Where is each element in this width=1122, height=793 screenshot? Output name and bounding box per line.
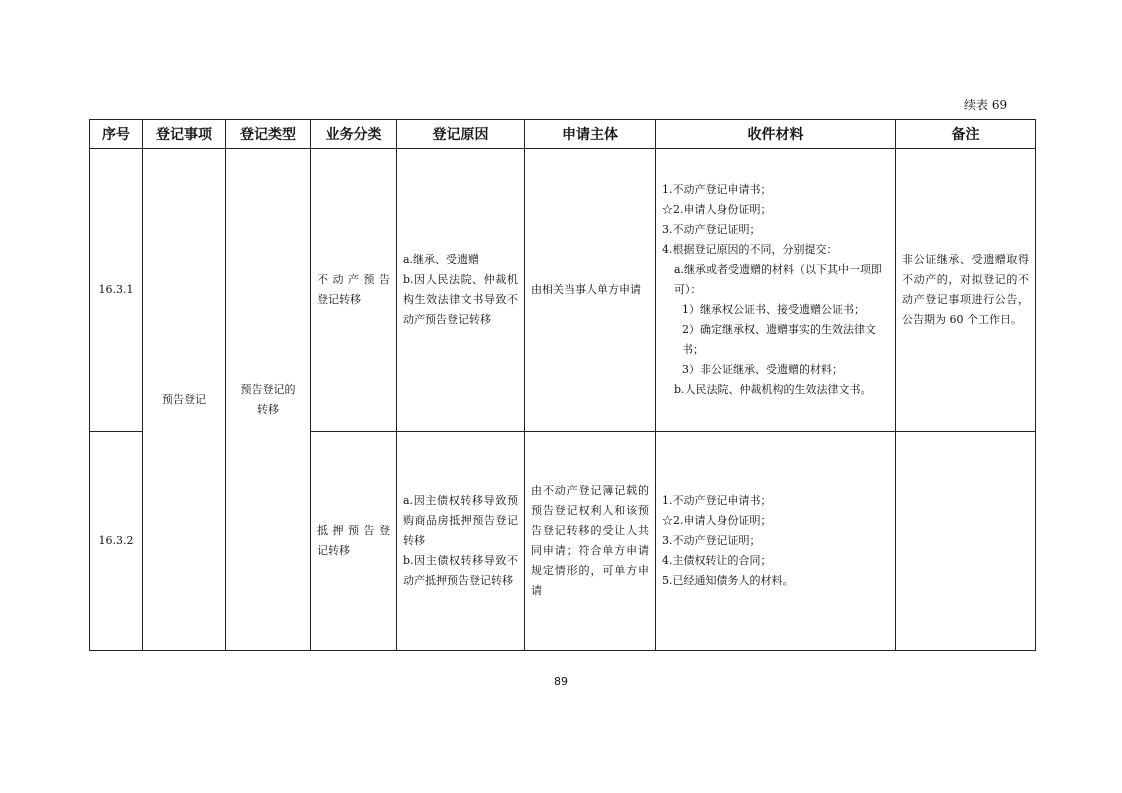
- registration-item: 预告登记: [162, 392, 206, 406]
- registration-type-line1: 预告登记的: [240, 382, 296, 396]
- column-header-applicant: 申请主体: [525, 120, 656, 149]
- materials-cell: [656, 149, 896, 432]
- material-item: a.继承或者受遗赠的材料（以下其中一项即可）：: [674, 263, 883, 296]
- material-item: 5.已经通知债务人的材料。: [662, 574, 794, 587]
- applicant-cell: [525, 432, 656, 651]
- registration-item-cell: [143, 149, 226, 651]
- note-cell: [896, 432, 1036, 651]
- material-item: 3.不动产登记证明；: [662, 223, 761, 236]
- note-text: 非公证继承、受遗赠取得不动产的，对拟登记的不动产登记事项进行公告，公告期为 60 个工作日。: [902, 253, 1029, 326]
- registration-type-line2: 转移: [257, 402, 279, 416]
- material-item: 2）确定继承权、遗赠事实的生效法律文书；: [682, 323, 876, 356]
- registration-reason-cell: [397, 149, 525, 432]
- business-category-line1: 抵押预告登: [317, 524, 390, 537]
- business-category-line2: 登记转移: [317, 293, 361, 306]
- registration-type-cell: [226, 149, 311, 651]
- business-category-cell: [311, 432, 397, 651]
- page-number: 89: [554, 675, 568, 688]
- column-header-note: 备注: [896, 120, 1036, 149]
- reason-item: b.因人民法院、仲裁机构生效法律文书导致不动产预告登记转移: [403, 273, 518, 326]
- continued-table-label: 续表 69: [964, 98, 1008, 112]
- column-header-type: 登记类型: [226, 120, 311, 149]
- business-category-cell: [311, 149, 397, 432]
- material-item: 4.根据登记原因的不同，分别提交：: [662, 243, 838, 256]
- row-number: 16.3.1: [90, 149, 143, 432]
- column-header-no: 序号: [90, 120, 143, 149]
- materials-cell: [656, 432, 896, 651]
- table-header-row: [90, 120, 1036, 149]
- table-row: [90, 149, 1036, 432]
- material-item: 1.不动产登记申请书；: [662, 494, 772, 507]
- material-item: 1）继承权公证书、接受遗赠公证书；: [682, 303, 865, 316]
- column-header-item: 登记事项: [143, 120, 226, 149]
- material-item: ☆2.申请人身份证明；: [662, 514, 772, 527]
- material-item: 3.不动产登记证明；: [662, 534, 761, 547]
- applicant-text: 由不动产登记簿记载的预告登记权利人和该预告登记转移的受让人共同申请；符合单方申请规定情形的，可单方申请: [531, 484, 649, 597]
- note-cell: [896, 149, 1036, 432]
- business-category-line2: 记转移: [317, 544, 350, 557]
- reason-item: b.因主债权转移导致不动产抵押预告登记转移: [403, 554, 518, 587]
- registration-reason-cell: [397, 432, 525, 651]
- applicant-cell: [525, 149, 656, 432]
- business-category-line1: 不动产预告: [317, 273, 390, 286]
- column-header-materials: 收件材料: [656, 120, 896, 149]
- applicant-text: 由相关当事人单方申请: [531, 283, 641, 296]
- row-number: 16.3.2: [90, 432, 143, 651]
- material-item: ☆2.申请人身份证明；: [662, 203, 772, 216]
- column-header-reason: 登记原因: [397, 120, 525, 149]
- registration-table: [89, 119, 1036, 651]
- material-item: 4.主债权转让的合同；: [662, 554, 772, 567]
- material-item: 3）非公证继承、受遗赠的材料；: [682, 363, 843, 376]
- reason-item: a.继承、受遗赠: [403, 253, 480, 266]
- material-item: b.人民法院、仲裁机构的生效法律文书。: [674, 383, 872, 396]
- column-header-category: 业务分类: [311, 120, 397, 149]
- reason-item: a.因主债权转移导致预购商品房抵押预告登记转移: [403, 494, 518, 547]
- material-item: 1.不动产登记申请书；: [662, 183, 772, 196]
